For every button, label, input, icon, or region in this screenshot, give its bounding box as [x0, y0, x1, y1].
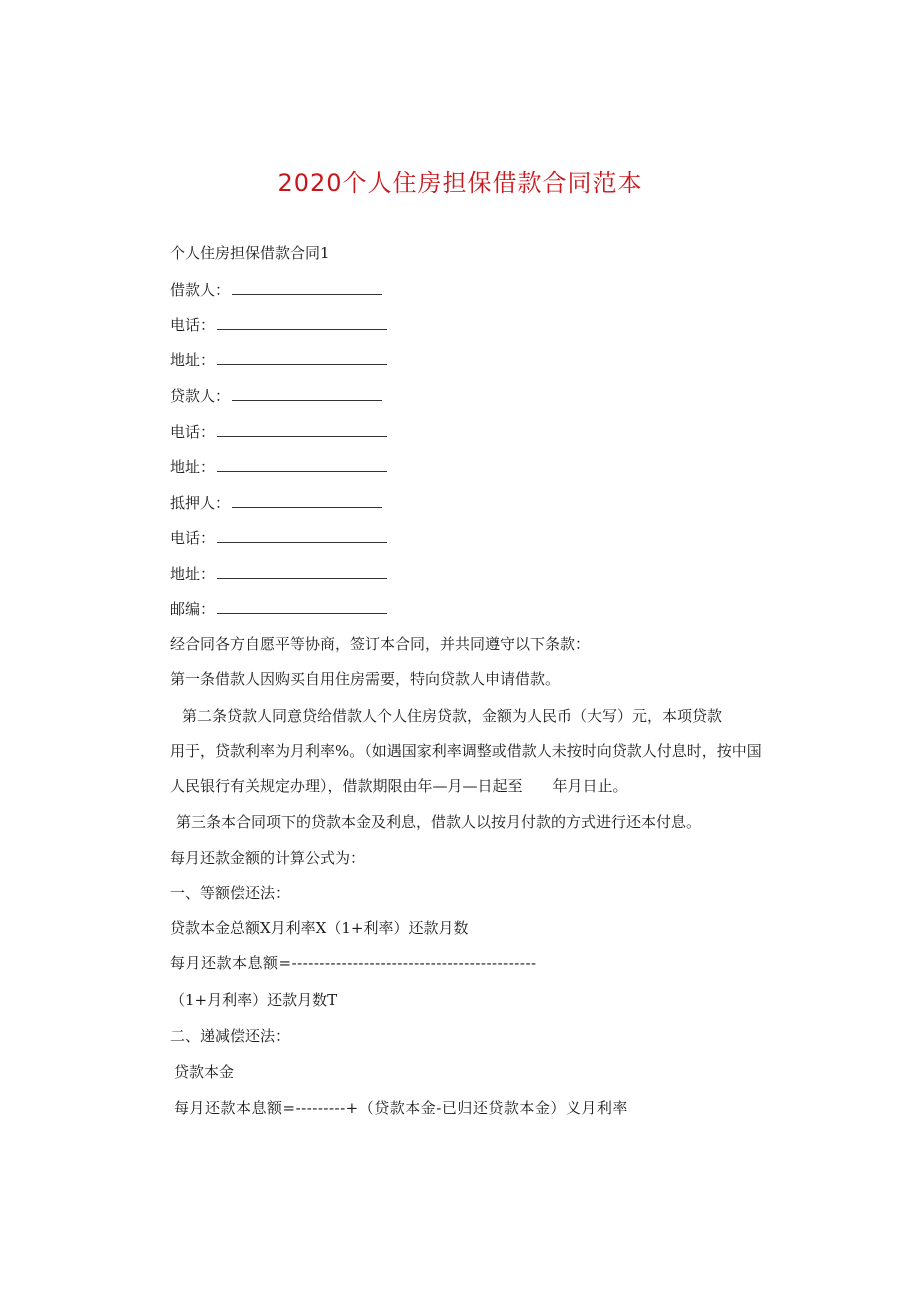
method-2-numerator: 贷款本金: [174, 1063, 235, 1081]
field-label: 电话：: [170, 316, 216, 334]
field-lender-phone: [170, 422, 387, 442]
blank-line: [217, 350, 387, 365]
blank-line: [217, 564, 387, 579]
field-mortgagor-phone: [170, 528, 387, 548]
article-2-line-2: 用于，贷款利率为月利率%。（如遇国家利率调整或借款人未按时向贷款人付息时，按中国: [170, 742, 762, 760]
field-postcode: [170, 599, 387, 619]
field-label: 抵押人：: [170, 494, 231, 512]
blank-line: [232, 493, 382, 508]
field-label: 邮编：: [170, 600, 216, 618]
method-2-formula: 每月还款本息额=---------+（贷款本金-已归还贷款本金）义月利率: [174, 1099, 628, 1117]
blank-line: [232, 280, 382, 295]
formula-intro: 每月还款金额的计算公式为：: [170, 849, 366, 867]
field-label: 电话：: [170, 423, 216, 441]
blank-line: [217, 599, 387, 614]
field-borrower-phone: [170, 315, 387, 335]
method-1-formula: 每月还款本息额=--------------------------------------------: [170, 954, 537, 972]
field-label: 贷款人：: [170, 387, 231, 405]
field-label: 地址：: [170, 458, 216, 476]
field-lender-address: [170, 457, 387, 477]
field-label: 电话：: [170, 529, 216, 547]
field-label: 借款人：: [170, 281, 231, 299]
field-label: 地址：: [170, 565, 216, 583]
contract-subtitle: 个人住房担保借款合同1: [170, 244, 330, 262]
field-label: 地址：: [170, 351, 216, 369]
method-1-denominator: （1+月利率）还款月数T: [170, 991, 338, 1009]
article-1: 第一条借款人因购买自用住房需要，特向贷款人申请借款。: [170, 670, 561, 688]
blank-line: [217, 422, 387, 437]
method-2-title: 二、递减偿还法：: [170, 1027, 291, 1045]
page-title: 2020个人住房担保借款合同范本: [277, 169, 643, 197]
blank-line: [217, 315, 387, 330]
article-2-line-3: 人民银行有关规定办理），借款期限由年—月—日起至 年月日止。: [170, 777, 628, 795]
blank-line: [232, 386, 382, 401]
blank-line: [217, 528, 387, 543]
method-1-numerator: 贷款本金总额X月利率X（1+利率）还款月数: [170, 919, 469, 937]
field-borrower-address: [170, 350, 387, 370]
intro-paragraph: 经合同各方自愿平等协商，签订本合同，并共同遵守以下条款：: [170, 635, 591, 653]
field-lender: [170, 386, 382, 406]
method-1-title: 一、等额偿还法：: [170, 884, 291, 902]
field-mortgagor: [170, 493, 382, 513]
article-2-line-1: 第二条贷款人同意贷给借款人个人住房贷款，金额为人民币（大写）元，本项贷款: [182, 707, 723, 725]
blank-line: [217, 457, 387, 472]
field-borrower: [170, 280, 382, 300]
field-mortgagor-address: [170, 564, 387, 584]
article-3: 第三条本合同项下的贷款本金及利息，借款人以按月付款的方式进行还本付息。: [176, 813, 702, 831]
